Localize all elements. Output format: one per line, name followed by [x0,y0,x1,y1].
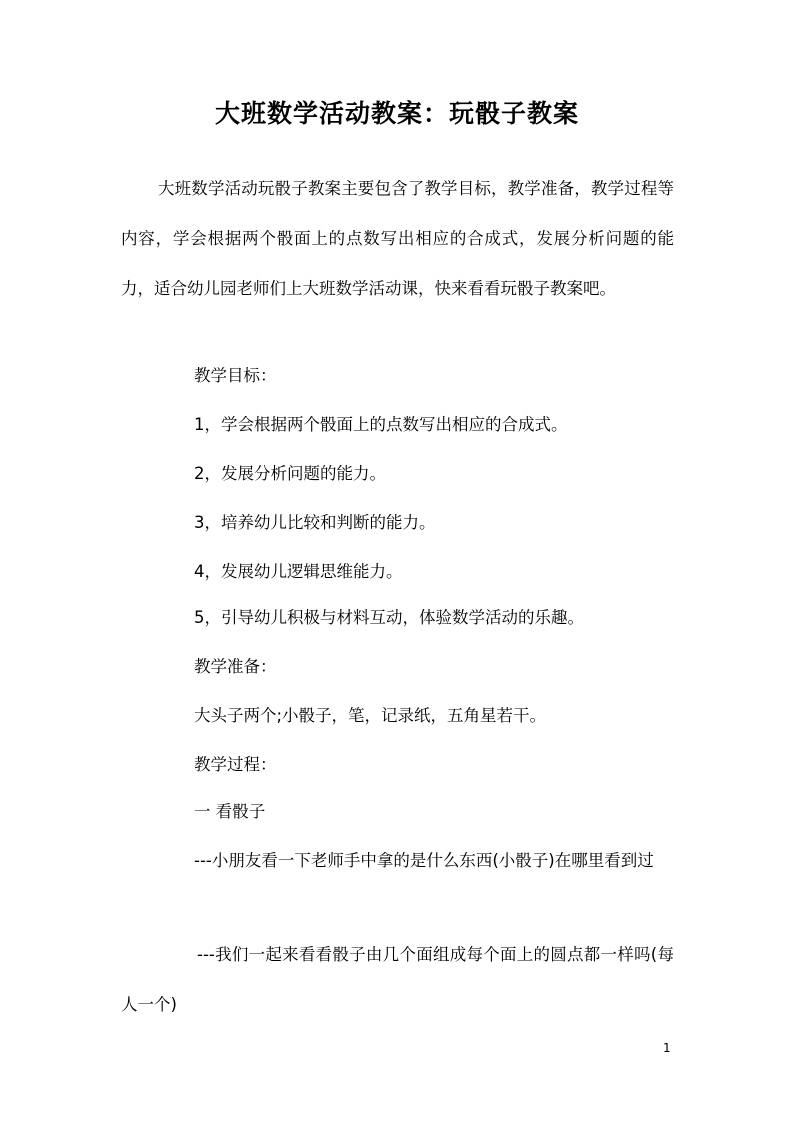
dialogue-paragraph-2: ---我们一起来看看骰子由几个面组成每个面上的圆点都一样吗(每人一个) [121,945,674,1014]
goal-item-2: 2，发展分析问题的能力。 [194,464,386,483]
intro-paragraph: 大班数学活动玩骰子教案主要包含了教学目标，教学准备，教学过程等内容，学会根据两个骰面上的点数写出相应的合成式，发展分析问题的能力，适合幼儿园老师们上大班数学活动课，快来看看玩骰子教案吧。 [121,179,674,298]
section-one-heading: 一 看骰子 [194,802,266,821]
goal-item-1: 1，学会根据两个骰面上的点数写出相应的合成式。 [194,415,568,434]
process-heading: 教学过程： [194,755,277,774]
prep-heading: 教学准备： [194,657,277,676]
document-title: 大班数学活动教案：玩骰子教案 [214,99,579,128]
page-number: 1 [663,1041,671,1055]
goal-item-4: 4，发展幼儿逻辑思维能力。 [194,562,403,581]
goal-item-5: 5，引导幼儿积极与材料互动，体验数学活动的乐趣。 [194,608,584,627]
prep-text: 大头子两个;小骰子，笔，记录纸，五角星若干。 [194,706,547,725]
goals-heading: 教学目标： [194,366,277,385]
goal-item-3: 3，培养幼儿比较和判断的能力。 [194,513,436,532]
dialogue-paragraph-1: ---小朋友看一下老师手中拿的是什么东西(小骰子)在哪里看到过 [194,851,654,870]
